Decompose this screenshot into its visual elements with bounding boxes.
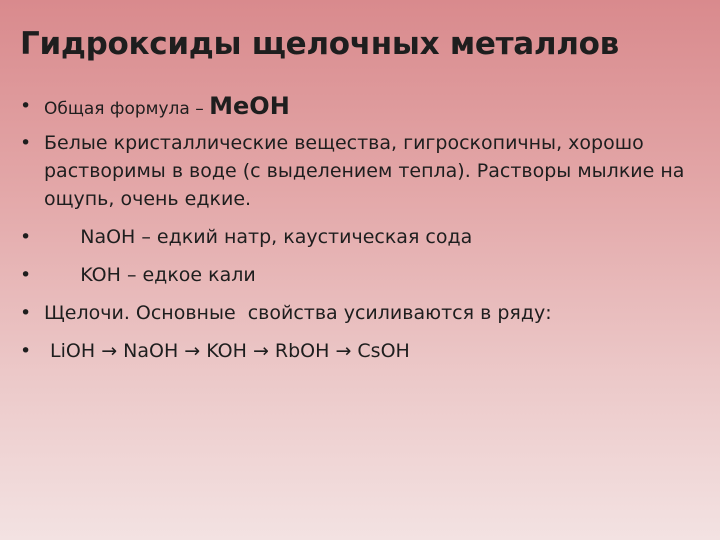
koh-text: KOH – едкое кали (44, 264, 256, 286)
bullet-marker: • (20, 95, 32, 117)
naoh-text: NaOH – едкий натр, каустическая сода (44, 226, 473, 248)
bullet-general-formula (18, 92, 708, 123)
bullet-alkali-series (18, 337, 708, 365)
bullet-marker: • (20, 340, 32, 362)
bullet-marker: • (20, 226, 32, 248)
properties-text: Белые кристаллические вещества, гигроскопичны, хорошо растворимы в воде (с выделением тепла). Растворы мылкие на ощупь, очень едкие. (44, 132, 691, 210)
bullet-list (18, 92, 708, 375)
general-formula-label: Общая формула – (44, 99, 210, 119)
bullet-marker: • (20, 264, 32, 286)
bullet-alkali-series-intro (18, 299, 708, 327)
general-formula-value: MeOH (209, 92, 290, 120)
bullet-naoh (18, 223, 708, 251)
slide-title: Гидроксиды щелочных металлов (20, 26, 619, 62)
bullet-properties (18, 129, 708, 213)
bullet-marker: • (20, 132, 32, 154)
alkali-series-intro-text: Щелочи. Основные свойства усиливаются в ряду: (44, 302, 552, 324)
alkali-series-text: LiOH → NaOH → KOH → RbOH → CsOH (44, 340, 410, 362)
bullet-marker: • (20, 302, 32, 324)
bullet-koh (18, 261, 708, 289)
